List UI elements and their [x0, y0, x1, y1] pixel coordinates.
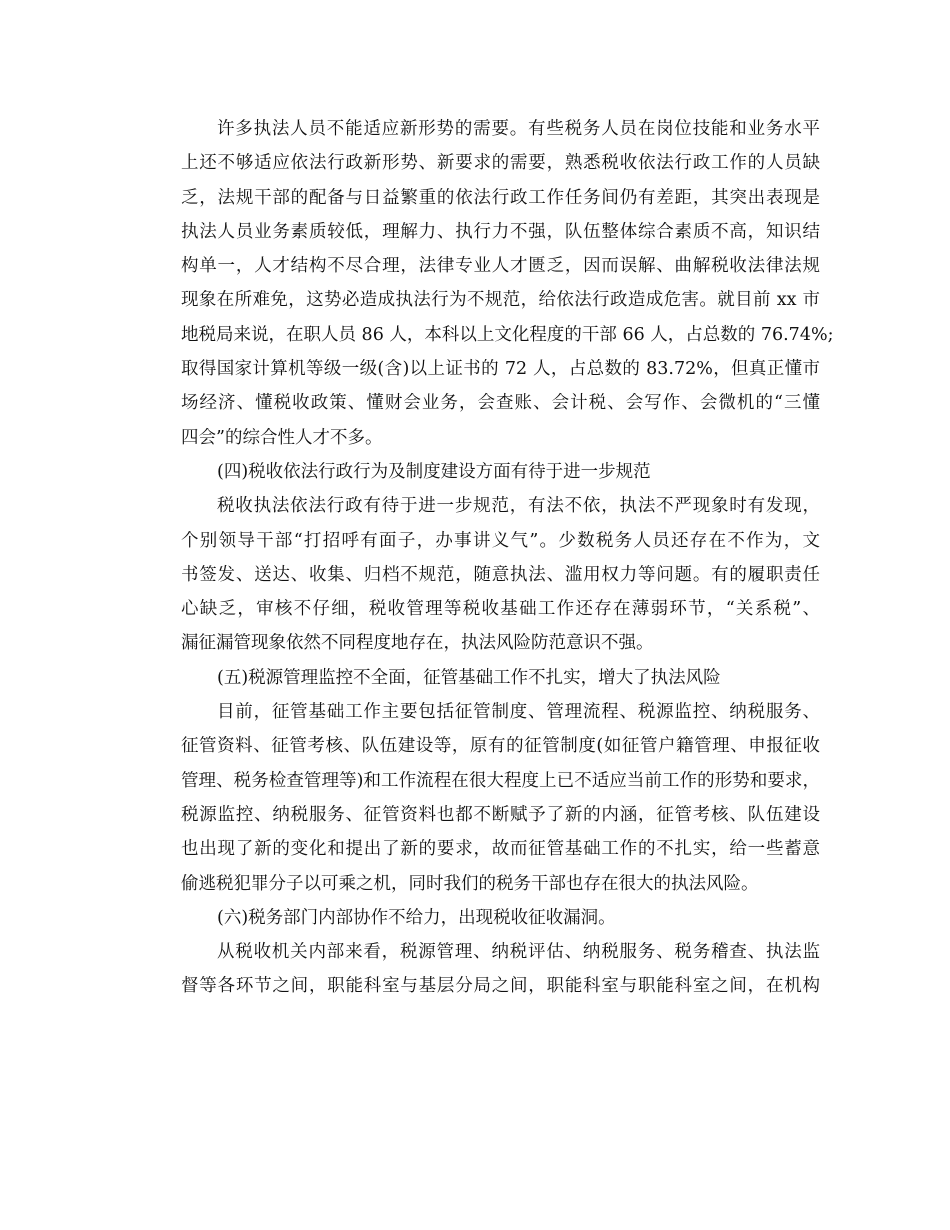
- text-line: 偷逃税犯罪分子以可乘之机，同时我们的税务干部也存在很大的执法风险。: [181, 873, 759, 894]
- section-heading: [145, 455, 820, 489]
- text-line: 漏征漏管现象依然不同程度地存在，执法风险防范意识不强。: [181, 633, 654, 654]
- document-body: [145, 112, 834, 1004]
- body-paragraph: [145, 695, 820, 901]
- text-line: 四会”的综合性人才不多。: [181, 427, 383, 448]
- text-line: (六)税务部门内部协作不给力，出现税收征收漏洞。: [217, 907, 616, 928]
- text-line: 个别领导干部“打招呼有面子，办事讲义气”。少数税务人员还存在不作为，文: [181, 530, 820, 551]
- text-line: 督等各环节之间，职能科室与基层分局之间，职能科室与职能科室之间，在机构: [181, 976, 820, 997]
- text-line: 目前，征管基础工作主要包括征管制度、管理流程、税源监控、纳税服务、: [217, 702, 820, 723]
- body-paragraph: [145, 489, 820, 660]
- text-line: 管理、税务检查管理等)和工作流程在很大程度上已不适应当前工作的形势和要求，: [181, 770, 820, 791]
- text-line: 许多执法人员不能适应新形势的需要。有些税务人员在岗位技能和业务水平: [217, 119, 820, 139]
- text-line: 上还不够适应依法行政新形势、新要求的需要，熟悉税收依法行政工作的人员缺: [181, 153, 820, 174]
- text-line: 现象在所难免，这势必造成执法行为不规范，给依法行政造成危害。就目前 xx 市: [181, 290, 820, 311]
- text-line: 税源监控、纳税服务、征管资料也都不断赋予了新的内涵，征管考核、队伍建设: [181, 804, 820, 825]
- text-line: 乏，法规干部的配备与日益繁重的依法行政工作任务间仍有差距，其突出表现是: [181, 187, 820, 208]
- text-line: 地税局来说，在职人员 86 人，本科以上文化程度的干部 66 人，占总数的 76.74%;: [181, 324, 834, 345]
- text-line: (四)税收依法行政行为及制度建设方面有待于进一步规范: [217, 461, 651, 482]
- section-heading: [145, 901, 820, 935]
- text-line: 从税收机关内部来看，税源管理、纳税评估、纳税服务、税务稽查、执法监: [217, 942, 820, 963]
- text-line: 场经济、懂税收政策、懂财会业务，会查账、会计税、会写作、会微机的“三懂: [181, 393, 820, 414]
- text-line: 也出现了新的变化和提出了新的要求，故而征管基础工作的不扎实，给一些蓄意: [181, 839, 820, 860]
- text-line: 税收执法依法行政有待于进一步规范，有法不依，执法不严现象时有发现，: [217, 496, 820, 517]
- text-line: 书签发、送达、收集、归档不规范，随意执法、滥用权力等问题。有的履职责任: [181, 564, 820, 585]
- text-line: 构单一，人才结构不尽合理，法律专业人才匮乏，因而误解、曲解税收法律法规: [181, 256, 820, 277]
- text-line: 心缺乏，审核不仔细，税收管理等税收基础工作还存在薄弱环节，“关系税”、: [181, 599, 820, 620]
- section-heading: [145, 661, 820, 695]
- text-line: 取得国家计算机等级一级(含)以上证书的 72 人，占总数的 83.72%，但真正懂市: [181, 359, 820, 380]
- body-paragraph: [145, 112, 834, 455]
- text-line: (五)税源管理监控不全面，征管基础工作不扎实，增大了执法风险: [217, 667, 721, 688]
- text-line: 征管资料、征管考核、队伍建设等，原有的征管制度(如征管户籍管理、申报征收: [181, 736, 820, 757]
- body-paragraph: [145, 935, 820, 1004]
- text-line: 执法人员业务素质较低，理解力、执行力不强，队伍整体综合素质不高，知识结: [181, 221, 820, 242]
